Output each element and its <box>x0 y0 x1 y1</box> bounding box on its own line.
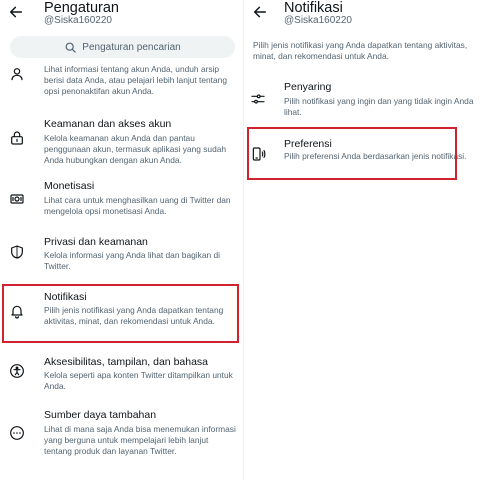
person-icon <box>9 66 25 82</box>
notifications-item-filters[interactable] <box>244 78 480 123</box>
notifications-intro: Pilih jenis notifikasi yang Anda dapatkan tentang aktivitas, minat, dan rekomendasi untuk Anda. <box>253 40 468 61</box>
notifications-item-title: Penyaring <box>284 81 332 93</box>
settings-item-accessibility[interactable] <box>0 353 243 403</box>
notifications-item-preferences[interactable] <box>244 128 480 178</box>
settings-item-desc: Lihat cara untuk menghasilkan uang di Twitter dan mengelola opsi monetisasi Anda. <box>44 195 231 216</box>
settings-item-desc: Lihat informasi tentang akun Anda, unduh arsip berisi data Anda, atau pelajari lebih lanjut tentang opsi penonaktifan akun Anda. <box>44 64 227 96</box>
bell-icon <box>9 303 25 319</box>
search-placeholder: Pengaturan pencarian <box>82 41 181 53</box>
back-arrow-icon[interactable] <box>8 4 24 20</box>
account-handle: @Siska160220 <box>284 15 352 26</box>
notifications-header <box>244 0 480 34</box>
settings-item-notifications[interactable] <box>0 288 243 343</box>
settings-item-title: Aksesibilitas, tampilan, dan bahasa <box>44 356 209 368</box>
settings-item-desc: Kelola informasi yang Anda lihat dan bagikan di Twitter. <box>44 250 220 271</box>
page-title: Notifikasi <box>284 0 343 16</box>
phone-vibrate-icon <box>250 146 266 162</box>
settings-item-title: Keamanan dan akses akun <box>44 118 172 130</box>
notifications-panel <box>243 0 480 480</box>
settings-item-title: Privasi dan keamanan <box>44 236 148 248</box>
search-icon <box>64 41 77 54</box>
accessibility-icon <box>9 363 25 379</box>
settings-item-additional-resources[interactable] <box>0 405 243 465</box>
page-title: Pengaturan <box>44 0 119 16</box>
settings-item-privacy[interactable] <box>0 235 243 285</box>
notifications-item-desc: Pilih preferensi Anda berdasarkan jenis notifikasi. <box>284 151 467 161</box>
settings-header <box>0 0 243 34</box>
settings-item-title: Notifikasi <box>44 291 87 303</box>
settings-item-monetization[interactable] <box>0 180 243 230</box>
filter-sliders-icon <box>250 91 266 107</box>
back-arrow-icon[interactable] <box>252 4 268 20</box>
settings-search-input[interactable] <box>10 36 235 58</box>
settings-item-desc: Kelola seperti apa konten Twitter ditampilkan untuk Anda. <box>44 370 233 391</box>
settings-item-desc: Pilih jenis notifikasi yang Anda dapatkan tentang aktivitas, minat, dan rekomendasi untuk Anda. <box>44 305 224 326</box>
settings-item-account[interactable] <box>0 60 243 120</box>
settings-item-desc: Lihat di mana saja Anda bisa menemukan informasi yang berguna untuk mempelajari lebih lanjut tentang produk dan layanan Twitter. <box>44 424 236 456</box>
money-icon <box>9 191 25 207</box>
lock-icon <box>9 130 25 146</box>
settings-item-title: Sumber daya tambahan <box>44 409 157 421</box>
notifications-item-desc: Pilih notifikasi yang ingin dan yang tidak ingin Anda lihat. <box>284 96 474 117</box>
settings-item-security[interactable] <box>0 120 243 180</box>
account-handle: @Siska160220 <box>44 15 112 26</box>
more-circle-icon <box>9 425 25 441</box>
shield-icon <box>9 244 25 260</box>
notifications-item-title: Preferensi <box>284 138 332 150</box>
settings-item-desc: Kelola keamanan akun Anda dan pantau penggunaan akun, termasuk aplikasi yang sudah Anda hubungkan dengan akun Anda. <box>44 133 227 165</box>
settings-item-title: Monetisasi <box>44 180 95 192</box>
